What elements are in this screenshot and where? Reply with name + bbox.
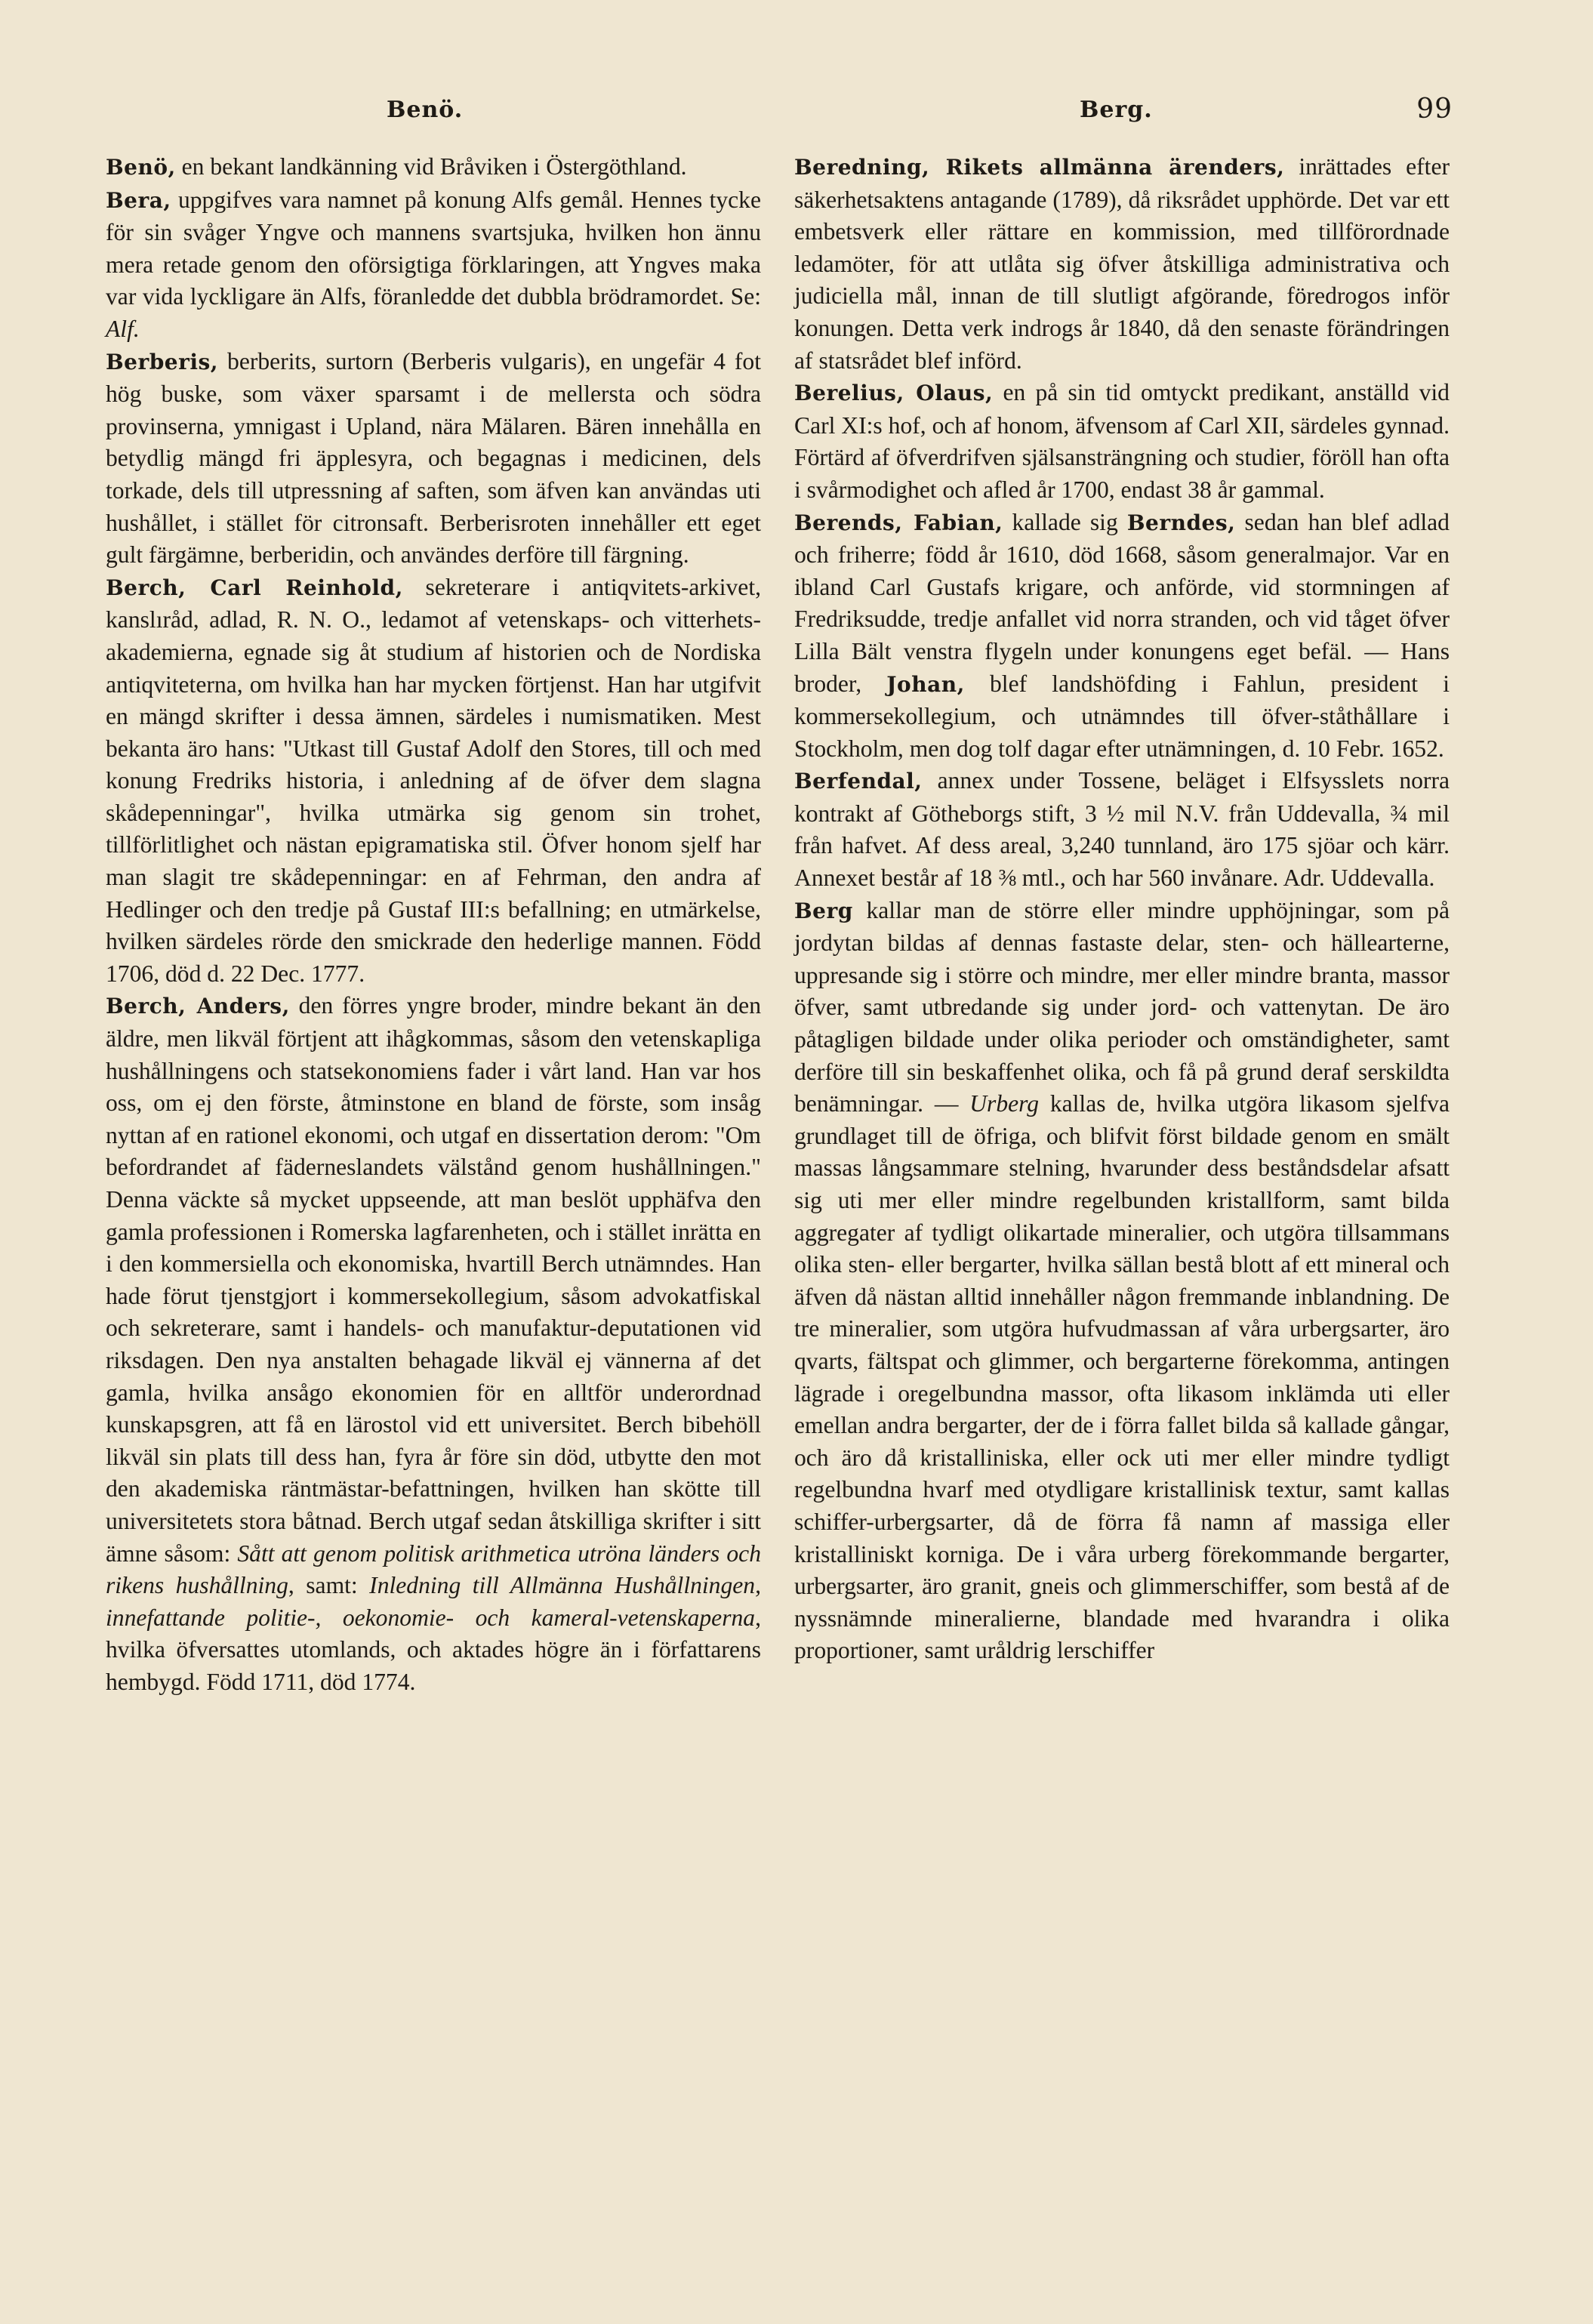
entry-text: den förres yngre broder, mindre bekant än den äldre, men likväl förtjent att ihågkommas, såsom den vetenskapliga hushållningens och statsekonomiens fader i vårt land. Han var hos oss, om ej den förste, åtminstone en bland de förste, som insåg nyttan af en rationel ekonomi, och utgaf en dissertation derom: "Om befordrandet af fäderneslandets välstånd genom hushållningen." Denna väckte så mycket uppseende, att man beslöt upphäfva den gamla professionen i Romerska lagfarenheten, och i stället inrätta en i den kommersiella och ekonomiska, hvartill Berch utnämndes. Han hade förut tjenstgjort i kommersekollegium, såsom advokatfiskal och sekreterare, samt i handels- och manufaktur-deputationen vid riksdagen. Den nya anstalten behagade likväl ej vännerna af det gamla, hvilka ansågo ekonomien för en alltför underordnad kunskapsgren, att få en lärostol vid ett universitet. Berch bibehöll likväl sin plats till dess han, fyra år före sin död, utbytte den mot den akademiska räntmästar-befattningen, hvilken han skötte till universitetets stora båtnad. Berch utgaf sedan åtskilliga skrifter i sitt ämne såsom: <box>106 992 762 1567</box>
entry-text: blef landshöfding i Fahlun, president i kommersekollegium, och utnämndes till öfver-ståthållare i Stockholm, men dog tolf dagar efter utnämningen, d. 10 Febr. 1652. <box>794 670 1450 762</box>
entry-text: sedan han blef adlad och friherre; född år 1610, död 1668, såsom generalmajor. Var en ibland Carl Gustafs krigare, och anförde, vid stormningen af Fredriksudde, tredje anfallet vid norra stranden, och vid tåget öfver Lilla Bält venstra flygeln under konungens eget befäl. — Hans broder, <box>794 508 1450 697</box>
entry-text: berberits, surtorn (Berberis vulgaris), en ungefär 4 fot hög buske, som växer sparsamt i de mellersta och södra provinserna, ymnigast i Upland, nära Mälaren. Bären innehålla en betydlig mängd fri äpplesyra, och begagnas i medicinen, dels torkade, dels till utpressning af saften, som äfven kan användas uti hushållet, i stället för citronsaft. Berberisroten innehåller ett eget gult färgämne, berberidin, och användes derföre till färgning. <box>106 347 761 569</box>
entry-beno <box>106 151 761 184</box>
running-head-left: Benö. <box>387 97 464 123</box>
work-title: Inledning till Allmänna Hushållningen, innefattande politie-, oekonomie- och kameral-vetenskaperna <box>106 1572 761 1631</box>
headword: Benö, <box>106 155 176 180</box>
entry-text: kallade sig <box>1003 508 1127 535</box>
entry-berelius <box>794 377 1450 506</box>
entry-berch-anders <box>106 990 761 1698</box>
headword: Berends, Fabian, <box>794 510 1003 535</box>
entry-berfendal <box>794 765 1450 894</box>
headword: Bera, <box>106 187 171 213</box>
entry-beredning <box>794 151 1450 377</box>
cross-reference: Alf. <box>106 315 140 342</box>
entry-text: , samt: <box>288 1572 370 1599</box>
entry-berberis <box>106 346 761 572</box>
term-italic: Urberg <box>969 1090 1040 1117</box>
headword: Berelius, Olaus, <box>794 381 994 406</box>
headword-inline: Johan, <box>886 671 965 697</box>
entry-text: annex under Tossene, beläget i Elfsysslets norra kontrakt af Götheborgs stift, 3 ½ mil N.V. från Uddevalla, ¾ mil från hafvet. Af dess areal, 3,240 tunnland, äro 175 sjöar och kärr. Annexet består af 18 ⅜ mtl., och har 560 invånare. Adr. Uddevalla. <box>794 767 1450 892</box>
headword: Berfendal, <box>794 769 923 794</box>
entry-text: sekreterare i antiqvitets-arkivet, kanslıråd, adlad, R. N. O., ledamot af vetenskaps- och vitterhets-akademierna, egnade sig åt studium af historien och de Nordiska antiqviteterna, om hvilka han har mycken förtjenst. Han har utgifvit en mängd skrifter i dessa ämnen, särdeles i numismatiken. Mest bekanta äro hans: "Utkast till Gustaf Adolf den Stores, till och med konung Fredriks historia, i anledning af de öfver dem slagna skådepenningar", hvilka utmärka sig genom sin trohet, tillförlitlighet och nästan epigramatiska stil. Öfver honom sjelf har man slagit tre skådepenningar: en af Fehrman, den andra af Hedlinger och den tredje på Gustaf III:s befallning; en utmärkelse, hvilken särdeles rörde den smickrade den hederlige mannen. Född 1706, död d. 22 Dec. 1777. <box>106 573 761 987</box>
running-head-center: Berg. <box>1080 97 1153 123</box>
headword-inline: Berndes, <box>1126 510 1236 535</box>
headword: Berch, Carl Reinhold, <box>106 575 403 600</box>
entry-text: inrättades efter säkerhetsaktens antagande (1789), då riksrådet upphörde. Det var ett embetsverk eller rättare en kommission, med tillförordnade ledamöter, för att utlåta sig öfver åtskilliga administrativa och judiciella mål, innan de till slutligt afgörande, föredrogos inför konungen. Detta verk indrogs år 1840, då den senaste förändringen af statsrådet blef införd. <box>794 153 1450 374</box>
work-title: Sått att genom politisk arithmetica utröna länders och rikens hushållning <box>106 1540 762 1599</box>
entry-berends <box>794 507 1450 766</box>
entry-text: , hvilka öfversattes utomlands, och aktades högre än i författarens hembygd. Född 1711, död 1774. <box>106 1604 761 1695</box>
page-number: 99 <box>1416 94 1453 125</box>
entry-text: kallar man de större eller mindre upphöjningar, som på jordytan bildas af dennas fastaste delar, sten- och hällearterne, uppresande sig i större och mindre, mer eller mindre branta, massor öfver, samt utbredande sig under jord- och vattenytan. De äro påtagligen bildade under olika perioder och omständigheter, samt derföre till sin beskaffenhet olika, och få på grund deraf serskildta benämningar. — <box>794 896 1450 1117</box>
entry-text: uppgifves vara namnet på konung Alfs gemål. Hennes tycke för sin svåger Yngve och mannens svartsjuka, hvilken hon ännu mera retade genom den oförsigtiga förklaringen, att Yngves maka var vida lyckligare än Alfs, föranledde det dubbla brödramordet. Se: <box>106 186 761 310</box>
entry-text: en på sin tid omtyckt predikant, anställd vid Carl XI:s hof, och af honom, äfvensom af Carl XII, särdeles gynnad. Förtärd af öfverdrifven själsansträngning och studier, föröll han ofta i svårmodighet och afled år 1700, endast 38 år gammal. <box>794 379 1450 503</box>
entry-bera <box>106 184 761 346</box>
entry-text: en bekant landkänning vid Bråviken i Östergöthland. <box>175 153 687 180</box>
entry-text: kallas de, hvilka utgöra likasom sjelfva grundlaget till de öfriga, och blifvit först bildade genom en smält massas långsammare stelning, hvarunder dess beståndsdelar afsatt sig uti mer eller mindre regelbunden kristallform, samt bilda aggregater af tydligt olikartade mineralier, och utgöra tillsammans olika sten- eller bergarter, hvilka sällan bestå blott af ett mineral och äfven då nästan alltid innehåller någon fremmande inblandning. De tre mineralier, som utgöra hufvudmassan af våra urbergsarter, äro qvarts, fältspat och glimmer, och bergarterne förekomma, antingen lägrade i oregelbundna massor, ofta likasom inklämda uti eller emellan andra bergarter, der de i förra fallet bilda så kallade gångar, och äro då kristalliniska, eller ock uti mer eller mindre tydligt regelbundna hvarf med otydligare kristallinisk textur, samt kallas schiffer-urbergsarter, då de förra få namn af massiga eller kristalliniskt korniga. De i våra urberg förekommande bergarter, urbergsarter, äro granit, gneis och glimmerschiffer, som bestå af de nyssnämnde mineralierne, blandade med hvarandra i olika proportioner, samt uråldrig lerschiffer <box>794 1090 1450 1664</box>
entry-berch-carl <box>106 572 761 991</box>
headword: Berberis, <box>106 349 219 374</box>
headword: Beredning, Rikets allmänna ärenders, <box>794 155 1285 180</box>
right-column <box>794 151 1450 1667</box>
entry-berg <box>794 895 1450 1667</box>
headword: Berch, Anders, <box>106 994 290 1019</box>
left-column <box>106 151 761 1699</box>
headword: Berg <box>794 898 853 923</box>
